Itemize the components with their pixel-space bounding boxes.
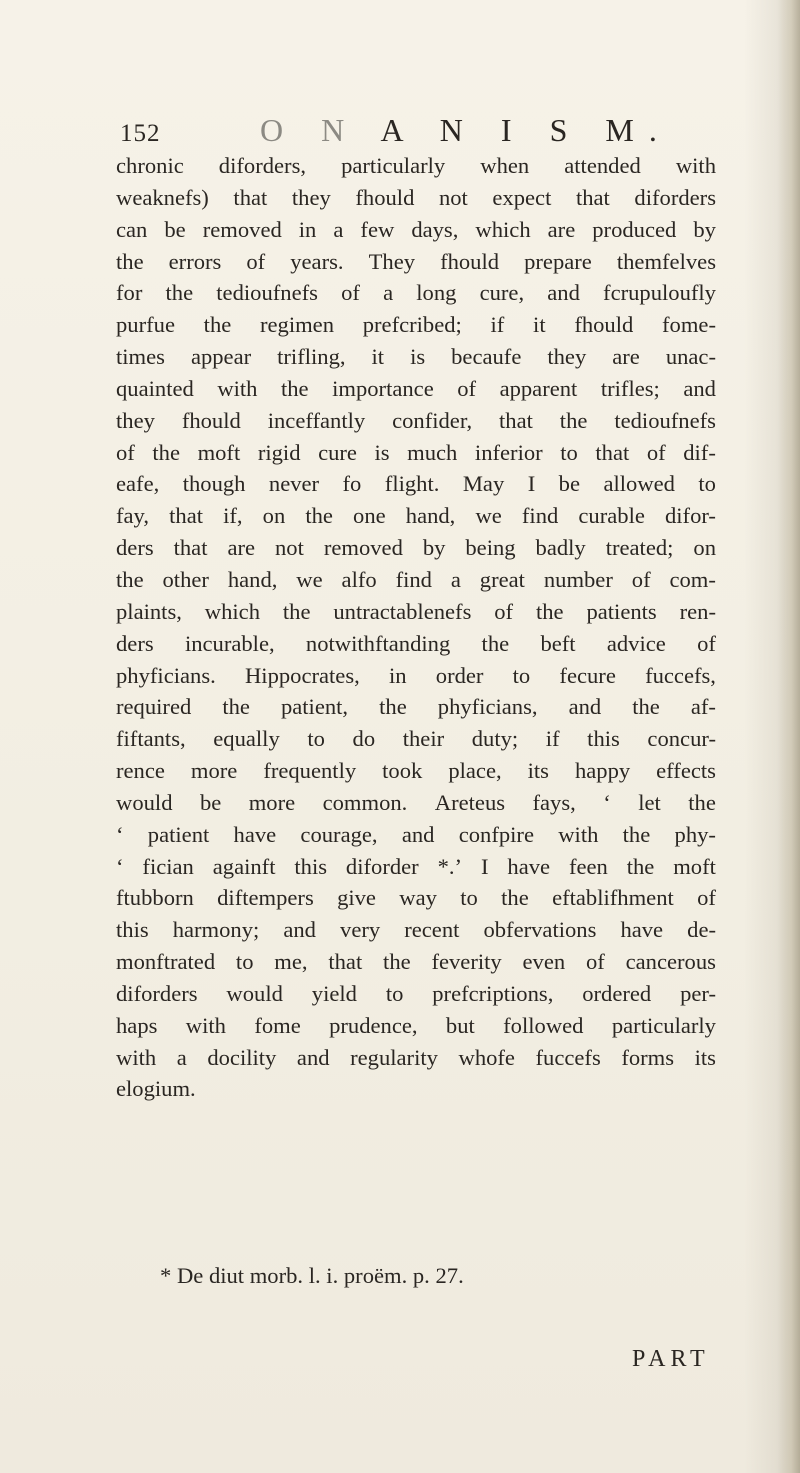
page-edge-shadow xyxy=(778,0,800,1473)
text-line: would be more common. Areteus fays, ‘ let the xyxy=(116,789,716,815)
text-line: fiftants, equally to do their duty; if this concur- xyxy=(116,726,716,752)
text-line: with a docility and regularity whofe fuccefs forms its xyxy=(116,1044,716,1070)
text-line: chronic diforders, particularly when attended with xyxy=(116,153,716,178)
text-line: ‘ patient have courage, and confpire with the phy- xyxy=(116,821,716,847)
text-line: diforders would yield to prefcriptions, ordered per- xyxy=(116,980,716,1006)
footnote: * De diut morb. l. i. proëm. p. 27. xyxy=(160,1263,464,1288)
body-text xyxy=(116,150,716,1105)
running-title xyxy=(260,112,672,149)
text-line: required the patient, the phyficians, and the af- xyxy=(116,694,716,720)
text-line: ders incurable, notwithftanding the beft advice of xyxy=(116,630,716,656)
text-line: phyficians. Hippocrates, in order to fecure fuccefs, xyxy=(116,662,716,688)
text-line: fay, that if, on the one hand, we find curable difor- xyxy=(116,503,716,529)
text-line: ‘ fician againft this diforder *.’ I have feen the moft xyxy=(116,853,716,879)
text-line: ders that are not removed by being badly treated; on xyxy=(116,535,716,561)
text-line: purfue the regimen prefcribed; if it fhould fome- xyxy=(116,312,716,338)
page-number: 152 xyxy=(120,120,161,147)
text-line: times appear trifling, it is becaufe they are unac- xyxy=(116,344,716,370)
text-line: of the moft rigid cure is much inferior to that of dif- xyxy=(116,439,716,465)
running-header xyxy=(120,112,680,152)
text-line: haps with fome prudence, but followed particularly xyxy=(116,1012,716,1038)
running-title-main: A N I S M. xyxy=(359,112,672,148)
text-line: the errors of years. They fhould prepare themfelves xyxy=(116,248,716,274)
text-line: can be removed in a few days, which are produced by xyxy=(116,216,716,242)
text-line: the other hand, we alfo find a great number of com- xyxy=(116,566,716,592)
text-line: plaints, which the untractablenefs of the patients ren- xyxy=(116,598,716,624)
text-line: ftubborn diftempers give way to the eftablifhment of xyxy=(116,885,716,911)
text-line: rence more frequently took place, its happy effects xyxy=(116,758,716,784)
text-line: this harmony; and very recent obfervations have de- xyxy=(116,917,716,943)
running-title-faded: O N xyxy=(260,112,360,148)
text-line: elogium. xyxy=(116,1076,196,1102)
text-line: quainted with the importance of apparent trifles; and xyxy=(116,375,716,401)
catchword: PART xyxy=(632,1346,710,1372)
text-line: they fhould inceffantly confider, that the tedioufnefs xyxy=(116,407,716,433)
text-line: monftrated to me, that the feverity even of cancerous xyxy=(116,949,716,975)
text-line: weaknefs) that they fhould not expect that diforders xyxy=(116,184,716,210)
text-line: eafe, though never fo flight. May I be allowed to xyxy=(116,471,716,497)
text-line: for the tedioufnefs of a long cure, and fcrupuloufly xyxy=(116,280,716,306)
